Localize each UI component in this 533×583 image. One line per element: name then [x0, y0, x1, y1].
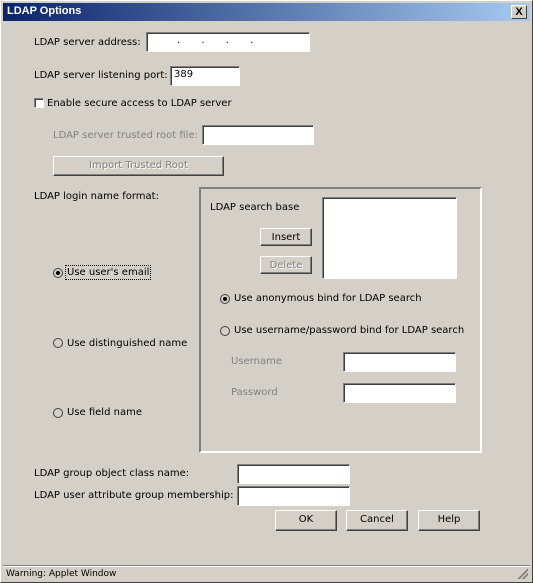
server-port-label: LDAP server listening port: [34, 70, 168, 81]
cancel-button-label: Cancel [360, 514, 394, 525]
import-trusted-root-label: Import Trusted Root [89, 160, 188, 171]
group-membership-label: LDAP user attribute group membership: [34, 490, 234, 501]
secure-access-checkbox[interactable] [34, 98, 44, 108]
password-label: Password [231, 387, 278, 398]
close-button[interactable] [511, 5, 527, 19]
import-trusted-root-button[interactable] [53, 156, 224, 176]
ok-button-label: OK [298, 514, 314, 525]
insert-button-label: Insert [271, 232, 301, 243]
title-bar[interactable] [3, 3, 530, 21]
ok-button[interactable] [275, 510, 337, 531]
use-email-radio[interactable] [53, 268, 63, 278]
delete-button[interactable] [260, 256, 312, 274]
help-button[interactable] [418, 510, 480, 531]
trusted-root-label: LDAP server trusted root file: [53, 130, 198, 141]
cancel-button[interactable] [346, 510, 408, 531]
use-distinguished-name-label: Use distinguished name [67, 338, 188, 349]
username-input[interactable] [343, 352, 456, 372]
group-object-class-input[interactable] [237, 464, 350, 484]
resize-grip-icon[interactable] [516, 567, 528, 579]
use-field-name-radio[interactable] [53, 408, 63, 418]
close-icon: X [515, 6, 523, 18]
anonymous-bind-radio[interactable] [220, 294, 230, 304]
password-bind-label: Use username/password bind for LDAP search [234, 325, 465, 336]
anonymous-bind-label: Use anonymous bind for LDAP search [234, 293, 422, 304]
trusted-root-input[interactable] [202, 125, 314, 145]
search-base-label: LDAP search base [210, 202, 300, 213]
status-bar [3, 565, 530, 581]
username-label: Username [231, 356, 282, 367]
help-button-label: Help [437, 514, 461, 525]
password-input[interactable] [343, 383, 456, 403]
use-distinguished-name-radio[interactable] [53, 338, 63, 348]
search-base-list[interactable] [322, 197, 457, 279]
server-port-input[interactable]: 389 [170, 66, 240, 86]
group-object-class-label: LDAP group object class name: [34, 468, 190, 479]
use-field-name-label: Use field name [67, 407, 142, 418]
server-address-input[interactable]: . . . . [146, 32, 310, 52]
login-format-label: LDAP login name format: [34, 191, 159, 202]
status-warning-text: Warning: Applet Window [6, 569, 117, 579]
use-email-label: Use user's email [67, 267, 150, 278]
group-membership-input[interactable] [237, 486, 350, 506]
window-title: LDAP Options [7, 5, 82, 17]
secure-access-label: Enable secure access to LDAP server [47, 98, 232, 109]
delete-button-label: Delete [269, 260, 303, 271]
password-bind-radio[interactable] [220, 326, 230, 336]
insert-button[interactable] [260, 228, 312, 246]
server-address-label: LDAP server address: [34, 37, 141, 48]
